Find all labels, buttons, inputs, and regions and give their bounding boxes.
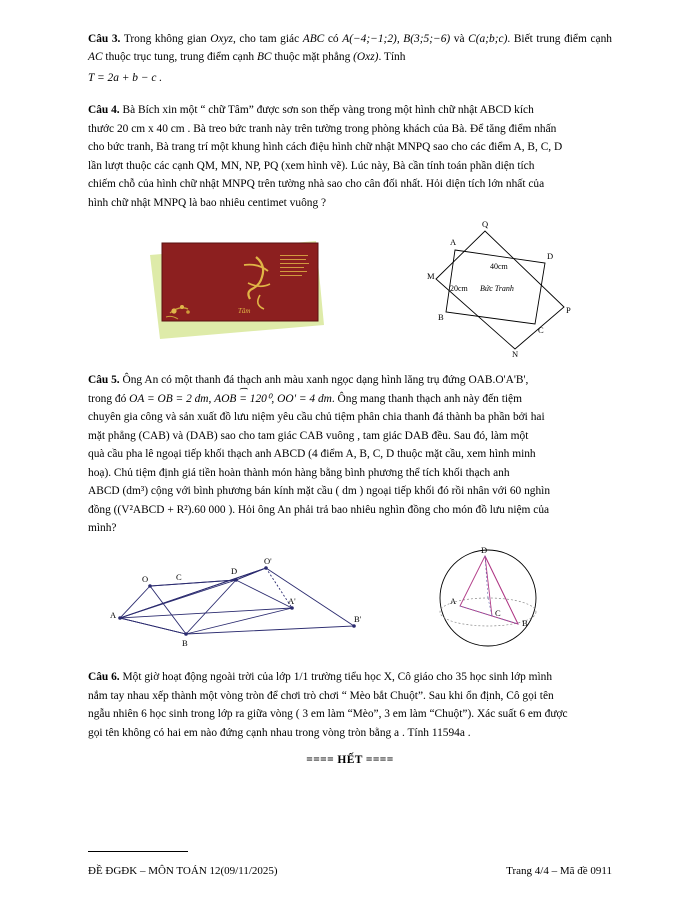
- q3-part-6: và: [450, 33, 469, 45]
- q3-part-2: , cho tam giác: [232, 33, 303, 45]
- q3-part-0: Trong không gian: [123, 33, 211, 45]
- question-3-label: Câu 3.: [88, 33, 121, 45]
- svg-text:N: N: [512, 349, 519, 360]
- question-6: [88, 668, 612, 742]
- q3-part-7: C(a;b;c): [468, 33, 508, 45]
- page-footer: [88, 865, 612, 877]
- svg-text:B: B: [182, 638, 188, 649]
- svg-text:20cm: 20cm: [450, 284, 468, 294]
- svg-text:B: B: [438, 312, 444, 323]
- question-3: [88, 30, 612, 87]
- question-5-line-5: quà cầu pha lê ngoại tiếp khối thạch anh ABCD (4 điểm A, B, C, D thuộc mặt cầu, xem hình minh: [88, 448, 536, 461]
- question-6-line-1: Một giờ hoạt động ngoài trời của lớp 1/1 trường tiểu học X, Cô giáo cho 35 học sinh lớp mình: [122, 671, 553, 684]
- question-5-line-8: đồng ((V²ABCD + R²).60 000 ). Hỏi ông An phải trả bao nhiêu nghìn đồng cho món đồ lưu niệm của: [88, 503, 550, 516]
- q5-l2-math3: OO' = 4 dm: [277, 392, 332, 405]
- q3-part-4: có: [324, 33, 343, 45]
- q5-l2-pre: trong đó: [88, 392, 130, 405]
- svg-text:M: M: [427, 271, 435, 282]
- figures-svg-row1: [88, 221, 612, 361]
- svg-text:A: A: [450, 237, 457, 248]
- question-5-line-7: ABCD (dm³) cộng với bình phương bán kính mặt cầu ( dm ) ngoại tiếp khối đó rồi nhân với 60 nghìn: [88, 485, 551, 498]
- question-4-line-3: cho bức tranh, Bà trang trí một khung hình cách điệu hình chữ nhật MNPQ sao cho các điểm A, B, C, D: [88, 141, 563, 154]
- question-4-line-6: hình chữ nhật MNPQ là bao nhiêu centimet vuông ?: [88, 196, 327, 209]
- svg-text:B': B': [354, 614, 362, 625]
- svg-text:D: D: [231, 566, 238, 577]
- figure-row-question-5: [88, 546, 612, 656]
- sphere-figure: [440, 546, 536, 646]
- question-5-label: Câu 5.: [88, 374, 120, 387]
- question-6-line-4: gọi tên không có hai em nào đứng cạnh nhau trong vòng tròn bằng a . Tính 11594a .: [88, 726, 471, 739]
- svg-text:40cm: 40cm: [490, 262, 508, 272]
- q3-part-3: ABC: [302, 33, 325, 45]
- q3-part-10: thuộc trục tung, trung điểm cạnh: [102, 51, 257, 64]
- q3-part-14: . Tính: [378, 51, 406, 64]
- svg-text:O': O': [264, 556, 272, 567]
- q5-l2-math2: ⌢ AOB = 120⁰: [214, 390, 271, 408]
- question-4-line-5: chiếm chỗ của hình chữ nhật MNPQ trên tường nhà sao cho cân đối nhất. Hỏi diện tích lớn nhất của: [88, 178, 545, 191]
- question-5-line-4: mặt phẳng (CAB) và (DAB) sao cho tam giác CAB vuông , tam giác DAB đều. Sau đó, làm một: [88, 429, 529, 442]
- question-3-equation: T = 2a + b − c .: [88, 71, 163, 84]
- svg-text:B: B: [522, 618, 528, 629]
- q3-part-8: . Biết trung điểm cạnh: [507, 33, 612, 45]
- question-4-line-1: Bà Bích xin một “ chữ Tâm” được sơn son thếp vàng trong một hình chữ nhật ABCD kích: [122, 104, 534, 117]
- question-5-line-2: [88, 390, 612, 408]
- question-5-line-3: chuyên gia công và sản xuất đồ lưu niệm yêu cầu chủ tiệm phân chia thanh đá thành ba phần bởi hai: [88, 411, 545, 424]
- svg-text:A: A: [450, 596, 457, 607]
- painting-figure: [150, 241, 324, 339]
- question-5-line-9: mình?: [88, 521, 117, 534]
- svg-text:O: O: [142, 574, 149, 585]
- svg-text:Q: Q: [482, 221, 489, 230]
- question-6-line-3: ngẫu nhiên 6 học sinh trong lớp ra giữa vòng ( 3 em làm “Mèo”, 3 em làm “Chuột”). Xác suất 6 em được: [88, 708, 568, 721]
- svg-text:C: C: [176, 572, 182, 583]
- prism-figure: [110, 556, 362, 648]
- footer-rule: [88, 851, 188, 852]
- q3-part-11: BC: [256, 51, 272, 64]
- q3-part-5: A(−4;−1;2), B(3;5;−6): [342, 33, 451, 45]
- q3-part-1: Oxyz: [210, 33, 233, 45]
- footer-left: ĐỀ ĐGĐK – MÔN TOÁN 12(09/11/2025): [88, 865, 278, 877]
- question-4-line-2: thước 20 cm x 40 cm . Bà treo bức tranh này trên tường trong phòng khách của Bà. Để tăng điểm nhấn: [88, 122, 557, 135]
- q5-l2-math1: OA = OB = 2 dm: [129, 392, 209, 405]
- svg-text:P: P: [566, 305, 571, 316]
- svg-text:A': A': [288, 596, 296, 607]
- end-marker: ==== HẾT ====: [306, 754, 394, 767]
- figure-row-question-4: [88, 221, 612, 361]
- question-5: [88, 371, 612, 537]
- q5-l2-post: . Ông mang thanh thạch anh này đến tiệm: [331, 392, 522, 405]
- question-6-label: Câu 6.: [88, 671, 120, 684]
- question-5-line-1: Ông An có một thanh đá thạch anh màu xanh ngọc dạng hình lăng trụ đứng OAB.O'A'B',: [122, 374, 529, 387]
- q3-part-13: (Oxz): [353, 51, 379, 64]
- svg-text:Bức Tranh: Bức Tranh: [480, 284, 514, 294]
- question-4-line-4: lần lượt thuộc các cạnh QM, MN, NP, PQ (xem hình vẽ). Lúc này, Bà cần tính toán phần diện tích: [88, 159, 535, 172]
- q3-part-9: AC: [88, 51, 103, 64]
- question-4: [88, 101, 612, 212]
- q5-l2-mid: ,: [208, 392, 215, 405]
- svg-text:Tâm: Tâm: [238, 307, 251, 316]
- svg-text:D: D: [547, 251, 554, 262]
- question-6-line-2: nắm tay nhau xếp thành một vòng tròn để chơi trò chơi “ Mèo bắt Chuột”. Sau khi ổn định, Cô gọi tên: [88, 689, 554, 702]
- question-3-text: [88, 33, 612, 63]
- q3-part-12: thuộc mặt phẳng: [271, 51, 354, 64]
- question-5-line-6: hoạ). Chủ tiệm định giá tiền hoàn thành món hàng bằng bình phương thể tích khối thạch anh: [88, 466, 510, 479]
- figures-svg-row2: [88, 546, 612, 656]
- svg-text:C: C: [495, 608, 501, 619]
- svg-text:A: A: [110, 610, 117, 621]
- svg-text:D: D: [481, 546, 488, 556]
- footer-right: Trang 4/4 – Mã đề 0911: [506, 865, 612, 877]
- question-4-label: Câu 4.: [88, 104, 120, 117]
- q5-l2-mid2: ,: [271, 392, 278, 405]
- svg-text:C: C: [538, 325, 544, 336]
